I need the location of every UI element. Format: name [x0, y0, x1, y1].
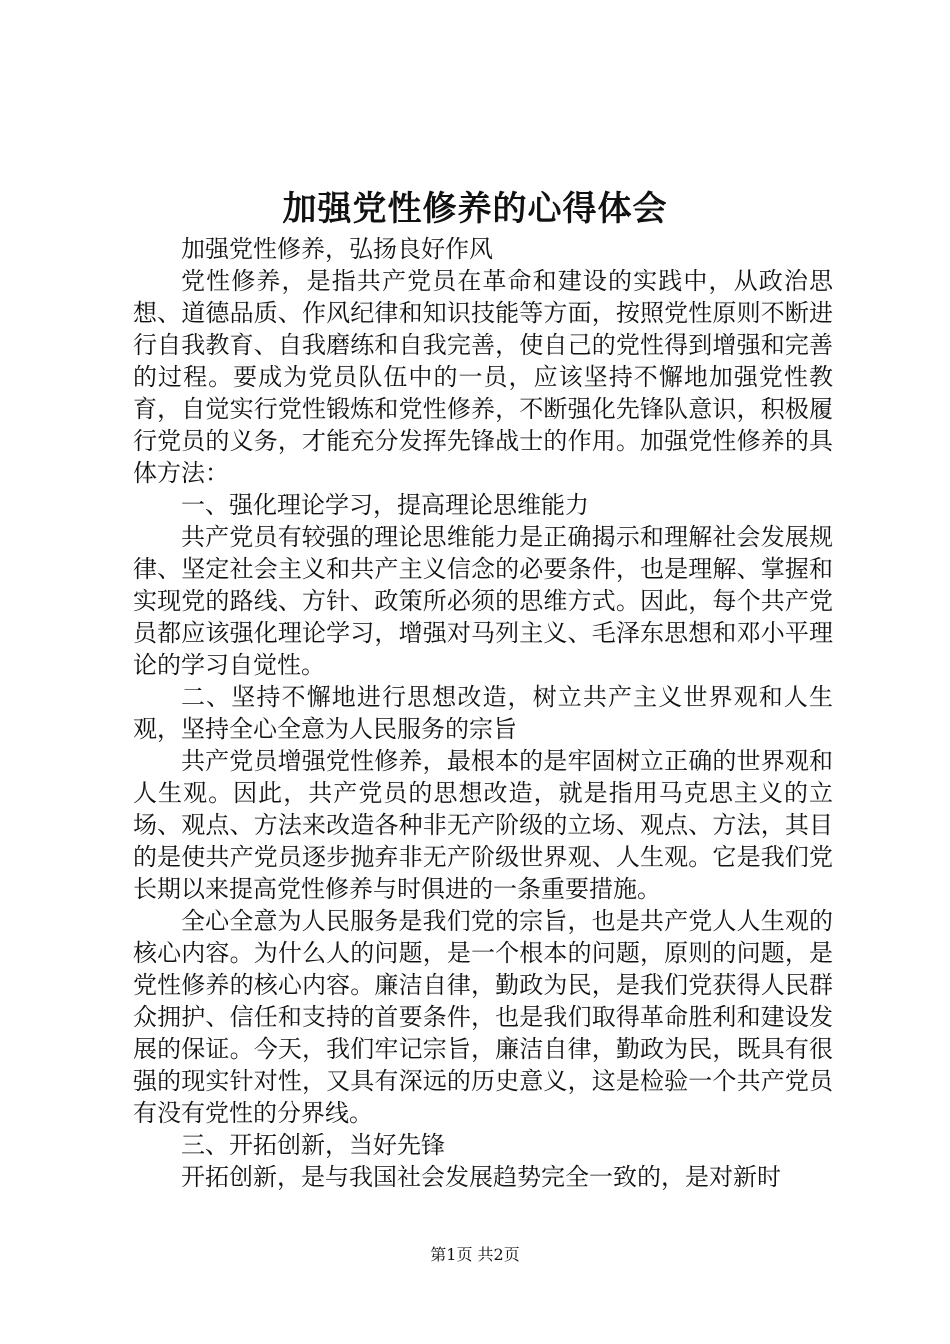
paragraph: 开拓创新，是与我国社会发展趋势完全一致的，是对新时: [181, 1163, 781, 1191]
section-heading-1: 一、强化理论学习，提高理论思维能力: [181, 491, 589, 519]
paragraph: 共产党员增强党性修养，最根本的是牢固树立正确的世界观和人生观。因此，共产党员的思想改造，就是指用马克思主义的立场、观点、方法来改造各种非无产阶级的立场、观点、方法，其目的是使共产党员逐步抛弃非无产阶级世界观、人生观。它是我们党长期以来提高党性修养与时俱进的一条重要措施。: [133, 747, 833, 903]
paragraph: 全心全意为人民服务是我们党的宗旨，也是共产党人人生观的核心内容。为什么人的问题，是一个根本的问题，原则的问题，是党性修养的核心内容。廉洁自律，勤政为民，是我们党获得人民群众拥护、信任和支持的首要条件，也是我们取得革命胜利和建设发展的保证。今天，我们牢记宗旨，廉洁自律，勤政为民，既具有很强的现实针对性，又具有深远的历史意义，这是检验一个共产党员有没有党性的分界线。: [133, 907, 833, 1127]
paragraph: 党性修养，是指共产党员在革命和建设的实践中，从政治思想、道德品质、作风纪律和知识技能等方面，按照党性原则不断进行自我教育、自我磨练和自我完善，使自己的党性得到增强和完善的过程。要成为党员队伍中的一员，应该坚持不懈地加强党性教育，自觉实行党性锻炼和党性修养，不断强化先锋队意识，积极履行党员的义务，才能充分发挥先锋战士的作用。加强党性修养的具体方法：: [133, 267, 833, 487]
paragraph-subtitle: 加强党性修养，弘扬良好作风: [181, 235, 493, 263]
paragraph: 共产党员有较强的理论思维能力是正确揭示和理解社会发展规律、坚定社会主义和共产主义信念的必要条件，也是理解、掌握和实现党的路线、方针、政策所必须的思维方式。因此，每个共产党员都应该强化理论学习，增强对马列主义、毛泽东思想和邓小平理论的学习自觉性。: [133, 523, 833, 679]
document-title: 加强党性修养的心得体会: [282, 189, 668, 229]
section-heading-3: 三、开拓创新，当好先锋: [181, 1131, 445, 1159]
document-body: [133, 233, 833, 1193]
section-heading-2: 二、坚持不懈地进行思想改造，树立共产主义世界观和人生观，坚持全心全意为人民服务的宗旨: [133, 683, 833, 743]
page-footer: 第1页 共2页: [430, 1245, 520, 1264]
